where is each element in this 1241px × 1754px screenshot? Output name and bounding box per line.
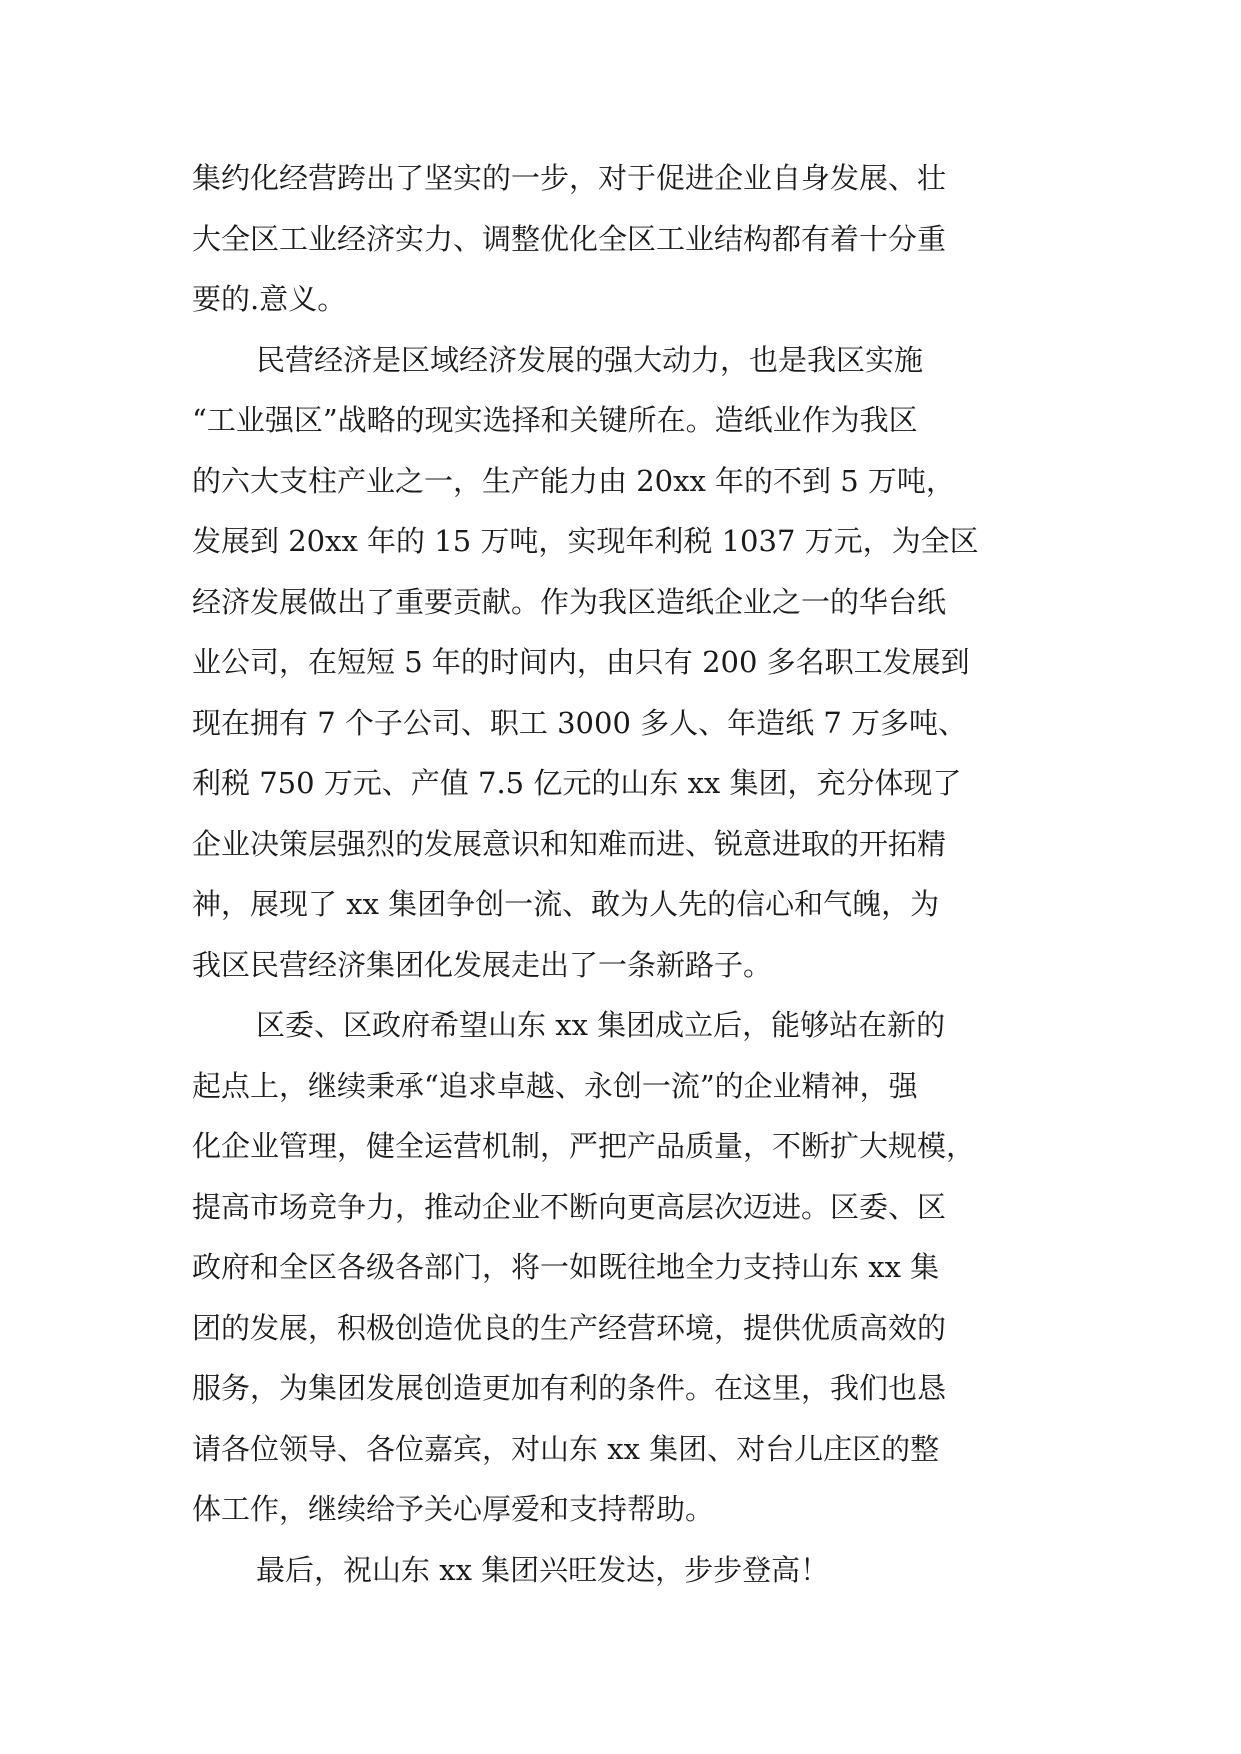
paragraph-start-line: 最后，祝山东 xx 集团兴旺发达，步步登高！ bbox=[256, 1553, 830, 1587]
body-text-line: 企业决策层强烈的发展意识和知难而进、锐意进取的开拓精 bbox=[192, 827, 947, 861]
body-text-line: “工业强区”战略的现实选择和关键所在。造纸业作为我区 bbox=[192, 403, 918, 437]
body-text-line: 利税 750 万元、产值 7.5 亿元的山东 xx 集团，充分体现了 bbox=[192, 766, 962, 800]
body-text-line: 化企业管理，健全运营机制，严把产品质量，不断扩大规模， bbox=[192, 1129, 976, 1163]
body-text-line: 提高市场竞争力，推动企业不断向更高层次迈进。区委、区 bbox=[192, 1190, 947, 1224]
body-text-line: 服务，为集团发展创造更加有利的条件。在这里，我们也恳 bbox=[192, 1371, 947, 1405]
body-text-line: 体工作，继续给予关心厚爱和支持帮助。 bbox=[192, 1492, 715, 1526]
body-text-line: 起点上，继续秉承“追求卓越、永创一流”的企业精神，强 bbox=[192, 1069, 918, 1103]
body-text-line: 现在拥有 7 个子公司、职工 3000 多人、年造纸 7 万多吨、 bbox=[192, 706, 968, 740]
body-text-line: 业公司，在短短 5 年的时间内，由只有 200 多名职工发展到 bbox=[192, 645, 970, 679]
body-text-line: 请各位领导、各位嘉宾，对山东 xx 集团、对台儿庄区的整 bbox=[192, 1432, 940, 1466]
body-text-line: 团的发展，积极创造优良的生产经营环境，提供优质高效的 bbox=[192, 1311, 947, 1345]
body-text-line: 经济发展做出了重要贡献。作为我区造纸企业之一的华台纸 bbox=[192, 585, 947, 619]
paragraph-start-line: 民营经济是区域经济发展的强大动力，也是我区实施 bbox=[256, 343, 924, 377]
paragraph-start-line: 区委、区政府希望山东 xx 集团成立后，能够站在新的 bbox=[256, 1008, 946, 1042]
body-text-line: 大全区工业经济实力、调整优化全区工业结构都有着十分重 bbox=[192, 222, 947, 256]
body-text-line: 要的.意义。 bbox=[192, 282, 347, 316]
body-text-line: 集约化经营跨出了坚实的一步，对于促进企业自身发展、壮 bbox=[192, 161, 947, 195]
body-text-line: 我区民营经济集团化发展走出了一条新路子。 bbox=[192, 948, 773, 982]
body-text-line: 发展到 20xx 年的 15 万吨，实现年利税 1037 万元，为全区 bbox=[192, 524, 979, 558]
body-text-line: 神，展现了 xx 集团争创一流、敢为人先的信心和气魄，为 bbox=[192, 887, 940, 921]
body-text-line: 政府和全区各级各部门，将一如既往地全力支持山东 xx 集 bbox=[192, 1250, 940, 1284]
body-text-line: 的六大支柱产业之一，生产能力由 20xx 年的不到 5 万吨， bbox=[192, 464, 955, 498]
